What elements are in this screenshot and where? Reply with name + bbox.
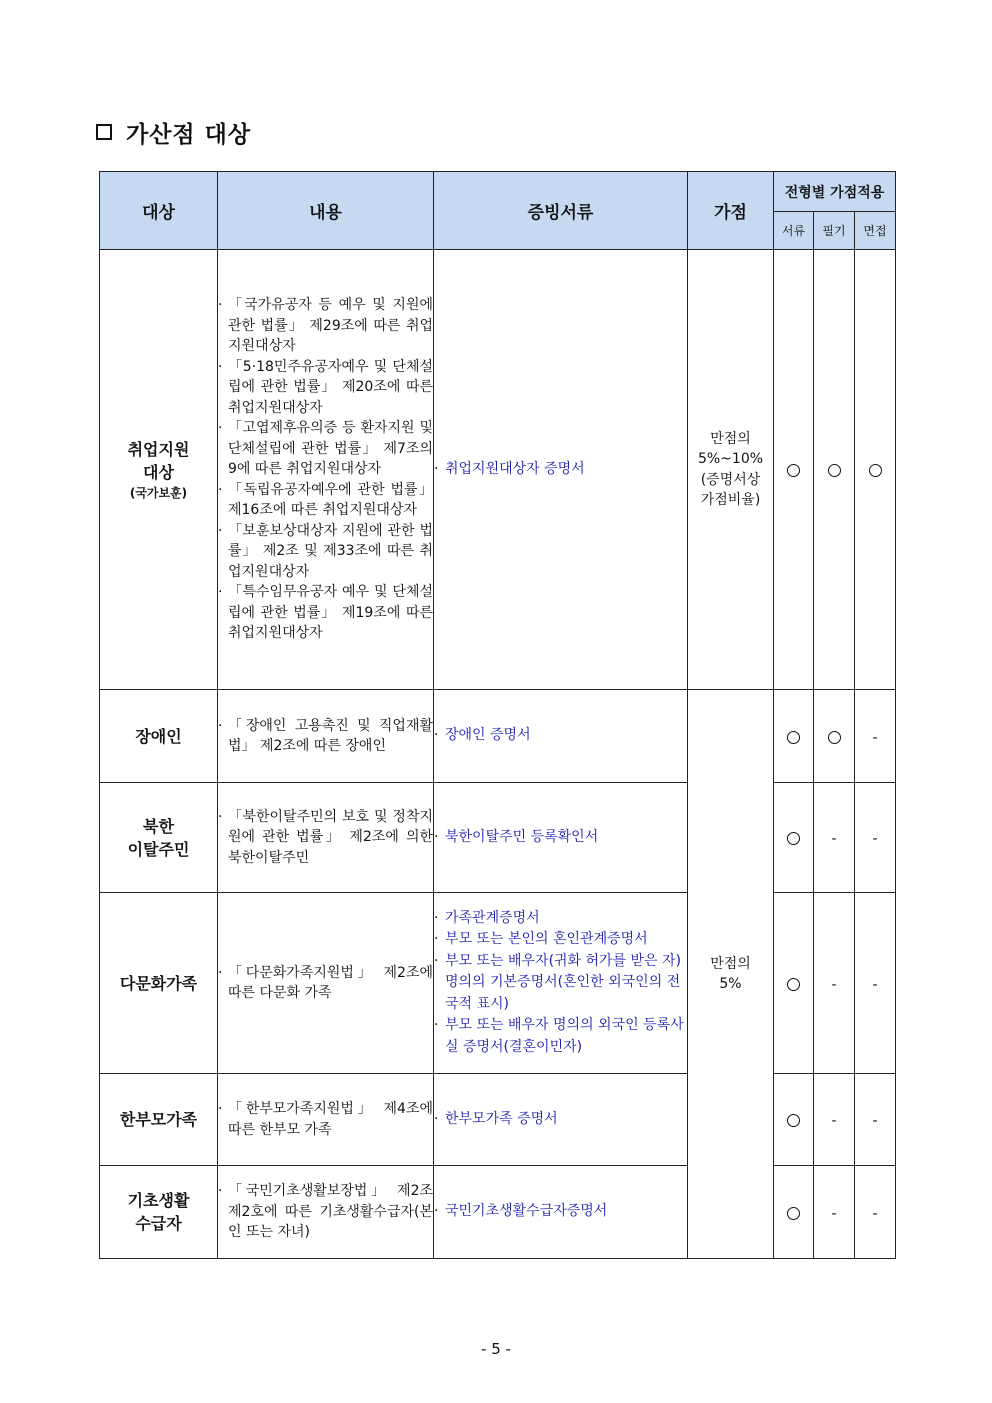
doc-text: 부모 또는 배우자 명의의 외국인 등록사실 증명서(결혼이민자): [445, 1017, 684, 1055]
checkbox-square-icon: [96, 124, 112, 140]
doc-item: [434, 827, 687, 849]
stage-written-mark: [814, 783, 855, 893]
bullet-dot-icon: ·: [218, 358, 223, 375]
bonus-points-table: [99, 171, 896, 1259]
dash-mark: -: [872, 729, 878, 746]
stage-interview-mark: [855, 893, 896, 1074]
header-points: 가점: [688, 172, 774, 250]
target-label: 장애인: [135, 726, 182, 746]
header-stage-doc: 서류: [774, 212, 814, 250]
content-cell: [218, 690, 434, 783]
bullet-dot-icon: ·: [434, 1110, 439, 1127]
circle-mark-icon: [828, 731, 841, 744]
content-item: [218, 521, 433, 583]
content-text: 「특수임무유공자 예우 및 단체설립에 관한 법률」 제19조에 따른 취업지원대상자: [228, 584, 433, 642]
target-label: 북한 이탈주민: [127, 816, 190, 859]
doc-item: [434, 1201, 687, 1223]
points-cell: 만점의 5%: [688, 690, 774, 1259]
dash-mark: -: [872, 976, 878, 993]
content-text: 「5·18민주유공자예우 및 단체설립에 관한 법률」 제20조에 따른 취업지원대상자: [228, 358, 433, 416]
content-cell: [218, 1166, 434, 1259]
bullet-dot-icon: ·: [218, 522, 223, 539]
docs-cell: [434, 783, 688, 893]
dash-mark: -: [872, 1205, 878, 1222]
dash-mark: -: [831, 1205, 837, 1222]
target-sublabel: (국가보훈): [129, 485, 188, 500]
bullet-dot-icon: ·: [218, 1101, 223, 1117]
docs-cell: [434, 690, 688, 783]
bullet-dot-icon: ·: [434, 952, 439, 969]
bullet-dot-icon: ·: [218, 1183, 223, 1200]
target-cell: [100, 783, 218, 893]
bullet-dot-icon: ·: [434, 931, 439, 948]
page-number: - 5 -: [481, 1340, 511, 1358]
content-text: 「독립유공자예우에 관한 법률」 제16조에 따른 취업지원대상자: [228, 481, 433, 519]
bullet-dot-icon: ·: [218, 717, 223, 734]
bullet-dot-icon: ·: [434, 1017, 439, 1034]
stage-written-mark: [814, 893, 855, 1074]
bullet-dot-icon: ·: [218, 584, 223, 601]
bullet-dot-icon: ·: [218, 964, 223, 981]
target-cell: [100, 893, 218, 1074]
points-cell: 만점의 5%~10% (증명서상 가점비율): [688, 250, 774, 690]
stage-interview-mark: [855, 1074, 896, 1166]
target-cell: [100, 1074, 218, 1166]
doc-text: 국민기초생활수급자증명서: [445, 1203, 608, 1220]
stage-doc-mark: [774, 1166, 814, 1259]
section-title: 가산점 대상: [126, 121, 252, 148]
target-label: 한부모가족: [119, 1110, 198, 1129]
bullet-dot-icon: ·: [434, 1203, 439, 1220]
stage-written-mark: [814, 690, 855, 783]
docs-cell: [434, 250, 688, 690]
content-text: 「한부모가족지원법」 제4조에 따른 한부모 가족: [228, 1101, 433, 1138]
content-text: 「다문화가족지원법」 제2조에 따른 다문화 가족: [228, 964, 433, 1001]
content-text: 「국민기초생활보장법」 제2조 제2호에 따른 기초생활수급자(본인 또는 자녀): [228, 1183, 433, 1241]
content-text: 「보훈보상대상자 지원에 관한 법률」 제2조 및 제33조에 따른 취업지원대상자: [228, 522, 433, 580]
circle-mark-icon: [787, 832, 800, 845]
content-item: [218, 1181, 433, 1243]
stage-written-mark: [814, 250, 855, 690]
content-text: 「북한이탈주민의 보호 및 정착지원에 관한 법률」 제2조에 의한 북한이탈주민: [228, 808, 433, 866]
circle-mark-icon: [787, 464, 800, 477]
circle-mark-icon: [787, 1207, 800, 1220]
docs-cell: [434, 1166, 688, 1259]
stage-doc-mark: [774, 893, 814, 1074]
stage-interview-mark: [855, 783, 896, 893]
header-stage-group: 전형별 가점적용: [774, 172, 896, 212]
stage-written-mark: [814, 1166, 855, 1259]
section-heading: [96, 116, 251, 148]
content-text: 「국가유공자 등 예우 및 지원에 관한 법률」 제29조에 따른 취업지원대상자: [228, 297, 433, 355]
bullet-dot-icon: ·: [218, 297, 223, 314]
content-item: [218, 1099, 433, 1140]
content-item: [218, 295, 433, 357]
target-label: 취업지원 대상: [127, 439, 190, 482]
dash-mark: -: [831, 831, 837, 847]
content-item: [218, 480, 433, 521]
content-text: 「장애인 고용촉진 및 직업재활법」 제2조에 따른 장애인: [228, 717, 433, 754]
header-docs: 증빙서류: [434, 172, 688, 250]
stage-interview-mark: [855, 1166, 896, 1259]
content-item: [218, 716, 433, 757]
circle-mark-icon: [869, 464, 882, 477]
doc-text: 북한이탈주민 등록확인서: [445, 828, 599, 845]
bullet-dot-icon: ·: [218, 420, 223, 437]
doc-text: 장애인 증명서: [445, 727, 531, 744]
header-content: 내용: [218, 172, 434, 250]
dash-mark: -: [831, 976, 837, 993]
dash-mark: -: [831, 1113, 837, 1129]
doc-item: [434, 1109, 687, 1131]
target-cell: [100, 250, 218, 690]
doc-text: 취업지원대상자 증명서: [445, 460, 585, 477]
content-item: [218, 807, 433, 869]
circle-mark-icon: [828, 464, 841, 477]
docs-cell: [434, 1074, 688, 1166]
bullet-dot-icon: ·: [218, 481, 223, 498]
target-label: 다문화가족: [119, 973, 198, 993]
circle-mark-icon: [787, 1114, 800, 1127]
stage-doc-mark: [774, 250, 814, 690]
doc-item: [434, 725, 687, 747]
circle-mark-icon: [787, 731, 800, 744]
table-row: [100, 1074, 896, 1166]
doc-item: [434, 951, 687, 1016]
bullet-dot-icon: ·: [434, 727, 439, 744]
doc-item: [434, 459, 687, 481]
stage-doc-mark: [774, 783, 814, 893]
bullet-dot-icon: ·: [434, 909, 439, 926]
doc-text: 가족관계증명서: [445, 909, 540, 926]
dash-mark: -: [872, 1113, 878, 1129]
stage-doc-mark: [774, 690, 814, 783]
table-row: [100, 1166, 896, 1259]
stage-doc-mark: [774, 1074, 814, 1166]
table-row: [100, 893, 896, 1074]
target-label: 기초생활 수급자: [127, 1191, 190, 1233]
doc-item: [434, 908, 687, 930]
content-item: [218, 418, 433, 480]
doc-text: 부모 또는 배우자(귀화 허가를 받은 자) 명의의 기본증명서(혼인한 외국인의 전 국적 표시): [445, 952, 682, 1012]
content-cell: [218, 250, 434, 690]
bullet-dot-icon: ·: [434, 828, 439, 845]
content-item: [218, 963, 433, 1004]
doc-item: [434, 1015, 687, 1058]
circle-mark-icon: [787, 978, 800, 991]
target-cell: [100, 690, 218, 783]
content-item: [218, 582, 433, 644]
header-stage-written: 필기: [814, 212, 855, 250]
docs-cell: [434, 893, 688, 1074]
header-stage-interview: 면접: [855, 212, 896, 250]
table-row: [100, 690, 896, 783]
doc-text: 한부모가족 증명서: [445, 1110, 558, 1127]
doc-item: [434, 929, 687, 951]
table-row: [100, 250, 896, 690]
bullet-dot-icon: ·: [434, 460, 439, 477]
content-cell: [218, 783, 434, 893]
content-cell: [218, 1074, 434, 1166]
stage-interview-mark: [855, 250, 896, 690]
bullet-dot-icon: ·: [218, 808, 223, 825]
target-cell: [100, 1166, 218, 1259]
stage-written-mark: [814, 1074, 855, 1166]
content-text: 「고엽제후유의증 등 환자지원 및 단체설립에 관한 법률」 제7조의9에 따른 취업지원대상자: [228, 420, 433, 478]
doc-text: 부모 또는 본인의 혼인관계증명서: [445, 931, 648, 948]
stage-interview-mark: [855, 690, 896, 783]
content-item: [218, 357, 433, 419]
dash-mark: -: [872, 831, 878, 847]
content-cell: [218, 893, 434, 1074]
table-row: [100, 783, 896, 893]
header-target: 대상: [100, 172, 218, 250]
